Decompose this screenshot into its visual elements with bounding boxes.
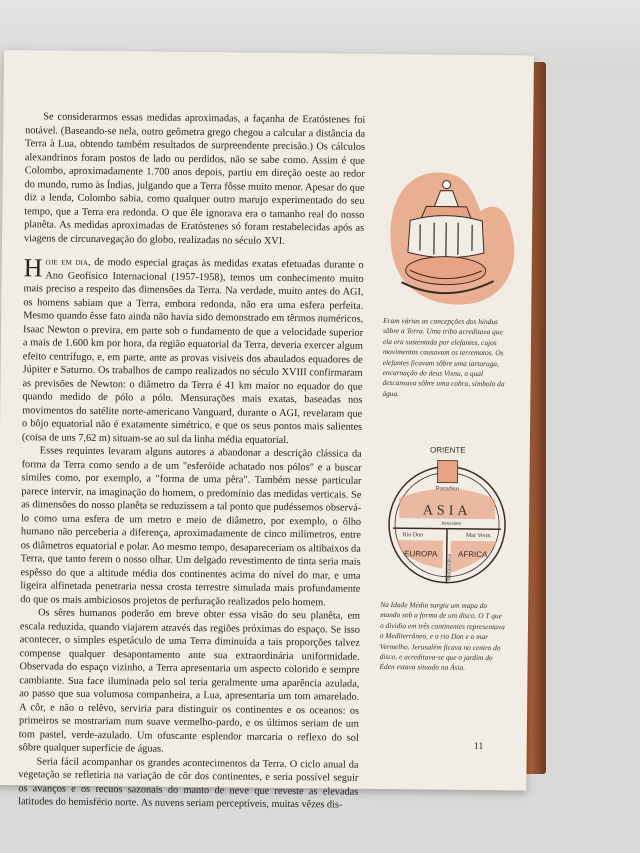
hindu-cosmos-illustration (379, 162, 521, 313)
map-asia-label: ASIA (422, 503, 472, 519)
main-text-column (18, 110, 365, 812)
map-jerusalem-label: Jerusalem (441, 521, 462, 527)
paragraph-3: Esses requintes levaram alguns autores a abandonar a descrição clássica da forma da Terra como sendo a de um "esferóide achatado nos pólos" e a buscar símiles como, por exemplo, a "forma de uma pêra". Também nesse particular parece intervir, na imaginação do homem, o predomínio das medidas verticais. Se as dimensões do nosso planêta se reduzissem a tal ponto que pudéssemos observá-lo como uma esfera de um metro e meio de diâmetro, por exemplo, o ôlho humano não perceberia a diferença, aproximadamente de cinco milímetros, entre os diâmetros equatorial e polar. Ao mesmo tempo, desapareceriam os altibaixos da Terra, que tanto ferem o nosso olhar. Um delgado revestimento de tinta seria mais espêsso do que a altitude média dos continentes acima do nível do mar, e uma ligeira alfinetada penetraria nessa crosta terrestre simulada mais profundamente do que os mais ambiciosos projetos de perfuração realizados pelo homem. (20, 445, 362, 608)
small-caps-lead: oje em dia, (45, 256, 91, 268)
book-page (0, 50, 534, 811)
map-don-label: Rio Don (402, 532, 424, 539)
map-mediterranean-label: Mediterrâneo (447, 553, 453, 581)
map-redsea-label: Mar Verm. (465, 532, 492, 540)
map-europa-label: EUROPA (404, 549, 438, 559)
paragraph-2 (22, 255, 364, 448)
page-number: 11 (473, 740, 484, 753)
drop-cap: H (23, 253, 43, 283)
figure-caption-hindus: Eram várias as concepções dos hindus sôbre a Terra. Uma tribo acreditava que ela era sustentada por elefantes, cujos movimentos causavam os terremotos. Os elefantes ficavam sôbre uma tartaruga, encarnação do deus Vixnu, o qual descansava sôbre uma cobra, símbolo da água. (382, 315, 505, 398)
paragraph-2-body: e o Ano Geofísico Internacional (1957-1958), temos um conhecimento muito mais preciso a respeito das dimensões da Terra. Na verdade, muito antes do AGI, os homens sabiam que a Terra, embora redonda, não era uma esfera perfeita. Mesmo quando êsse fato ainda não havia sido demonstrado em têrmos numéricos, Isaac Newton o previra, em parte sob o fundamento de que a velocidade superior a mais de 1.600 km por hora, da região equatorial da Terra, deveria exercer algum efeito centrífugo, e, em parte, ante as provas visíveis dos abaulados equadores de Júpiter e Saturno. Os trabalhos de campo realizados no século XVIII confirmaram as previsões de Newton: o diâmetro da Terra é 41 km maior no equador do que quando medido de pólo a pólo. Mensurações mais exatas, baseadas nos movimentos do satélite norte-americano Vanguard, durante o AGI, revelaram que o bôjo equatorial não é exatamente simétrico, e que os seus pontos mais salientes (coisa de uns 7,62 m) situam-se ao sul da linha média equatorial. (21, 259, 364, 446)
paragraph-2-lead: de modo especial graças às medidas exatas efetuadas durant (90, 256, 351, 271)
paragraph-5: Seria fácil acompanhar os grandes acontecimentos da Terra. O ciclo anual da vegetação se refletiria na variação de côr dos continentes, e seria possível seguir os avanços e os recuos sazonais do manto de neve que reveste as elevadas latitudes do hemisfério norte. As nuvens seriam perceptíveis, muitas vêzes dis- (18, 755, 359, 811)
figure-caption-t-o-map: Na Idade Média surgiu um mapa do mundo sob a forma de um disco. O T que o dividia em três continentes representava o Mediterrâneo, e o rio Don e o mar Vermelho. Jerusalém ficava no centro do disco, e acreditava-se que o jardim do Éden estava situado na Ásia. (379, 599, 505, 673)
paragraph-4: Os sêres humanos poderão em breve obter essa visão do seu planêta, em escala reduzida, quando viajarem através das regiões próximas do espaço. Se isso acontecer, o simples espetáculo de uma Terra diminuída a tais proporções talvez compense qualquer desapontamento ante sua extraordinária uniformidade. Observada do espaço vizinho, a Terra apresentaria um aspecto colorido e sempre cambiante. Sua face iluminada pelo sol teria geralmente uma aparência azulada, ao passo que sua volumosa companheira, a Lua, apresentaria um tom amarelado. A côr, e não o relêvo, serviria para distinguir os continentes e os oceanos: os primeiros se mostrariam num suave vermelho-pardo, e os últimos seriam de um tom pastel, verde-azulado. Um ofuscante esplendor marcaria o reflexo do sol sôbre qualquer superfície de águas. (18, 607, 361, 755)
t-o-map-illustration (384, 442, 510, 591)
paragraph-1: Se considerarmos essas medidas aproximadas, a façanha de Eratóstenes foi notável. (Baseando-se nela, outro geômetra grego chegou a calcular a distância da Terra à Lua, obtendo também resultados de surpreendente precisão.) Os cálculos alexandrinos foram postos de lado ou perdidos, não se sabe como. Assim é que Colombo, aproximadamente 1.700 anos depois, partiu em direção oeste ao redor do mundo, rumo às Índias, julgando que a Terra fôsse muito menor. Apesar do que diz a lenda, Colombo sabia, como qualquer outro marujo experimentado do seu tempo, que a Terra era redonda. O que êle ignorava era o tamanho real do nosso planêta. As medidas aproximadas de Eratóstenes só foram restabelecidas após as viagens de circunavegação do globo, realizadas no século XVI. (23, 111, 366, 247)
map-orient-label: ORIENTE (430, 445, 466, 455)
map-africa-label: AFRICA (458, 549, 488, 560)
